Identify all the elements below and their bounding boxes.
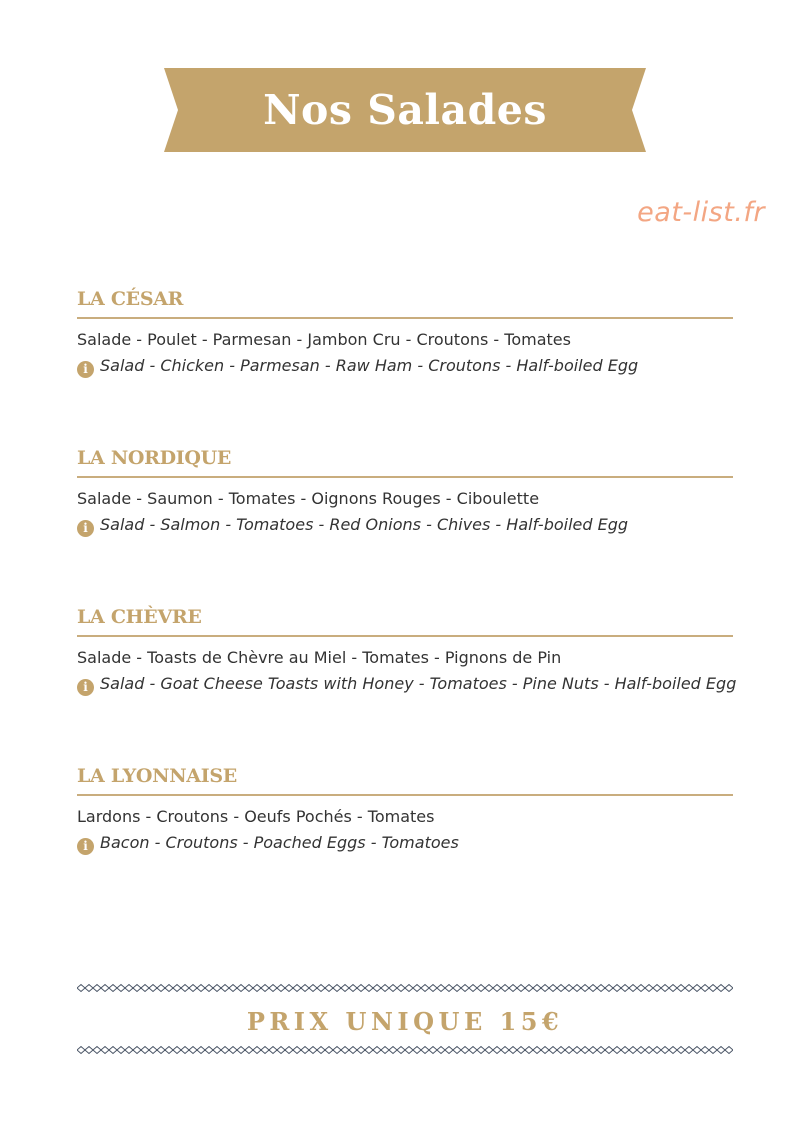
item-description-fr: Salade - Toasts de Chèvre au Miel - Tomates - Pignons de Pin: [77, 648, 562, 667]
item-description-en: [77, 355, 733, 378]
item-name: LA LYONNAISE: [77, 761, 733, 796]
info-icon: i: [77, 838, 94, 855]
item-description-en-text: Bacon - Croutons - Poached Eggs - Tomatoes: [100, 833, 459, 852]
menu-item: [77, 602, 737, 761]
item-name: LA CÉSAR: [77, 284, 733, 319]
info-icon: i: [77, 520, 94, 537]
info-icon: i: [77, 361, 94, 378]
zigzag-divider-bottom: [77, 1044, 733, 1056]
item-description-fr: Salade - Saumon - Tomates - Oignons Rouges - Ciboulette: [77, 489, 540, 508]
watermark-text: eat-list.fr: [637, 197, 765, 228]
item-description-fr: Lardons - Croutons - Oeufs Pochés - Tomates: [77, 807, 435, 826]
item-name: LA CHÈVRE: [77, 602, 733, 637]
menu-list: [77, 284, 737, 920]
zigzag-line: [77, 988, 733, 992]
item-description-en: [77, 832, 733, 855]
menu-item: [77, 761, 733, 920]
item-name: LA NORDIQUE: [77, 443, 733, 478]
title-banner: [164, 68, 646, 152]
item-description-en-text: Salad - Chicken - Parmesan - Raw Ham - Croutons - Half-boiled Egg: [100, 356, 639, 375]
item-description-en: [77, 673, 737, 696]
item-description-fr: Salade - Poulet - Parmesan - Jambon Cru - Croutons - Tomates: [77, 330, 571, 349]
page-title: Nos Salades: [263, 86, 547, 134]
zigzag-line: [77, 1050, 733, 1054]
zigzag-divider-top: [77, 982, 733, 994]
menu-item: [77, 284, 733, 443]
item-description-en: [77, 514, 733, 537]
menu-item: [77, 443, 733, 602]
info-icon: i: [77, 679, 94, 696]
item-description-en-text: Salad - Goat Cheese Toasts with Honey - Tomatoes - Pine Nuts - Half-boiled Egg: [100, 674, 737, 693]
price-label: PRIX UNIQUE 15€: [246, 1007, 564, 1036]
item-description-en-text: Salad - Salmon - Tomatoes - Red Onions - Chives - Half-boiled Egg: [100, 515, 629, 534]
